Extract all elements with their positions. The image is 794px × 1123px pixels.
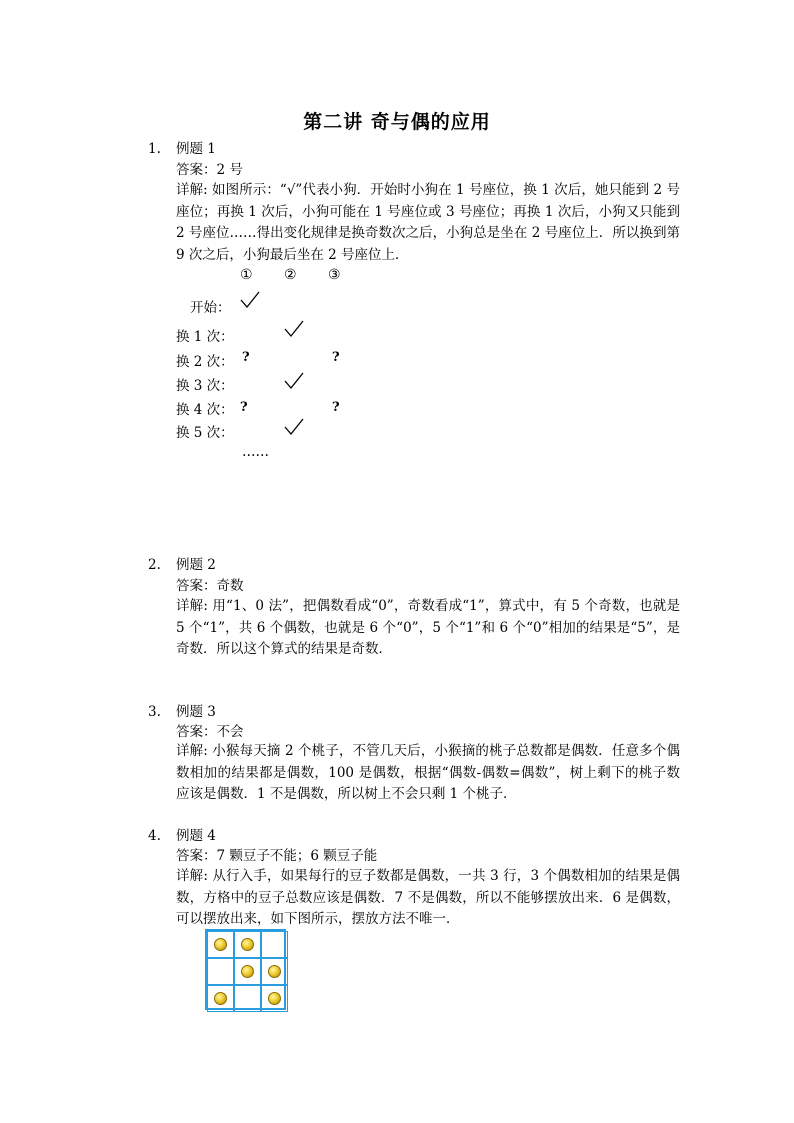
row-label-5: 换 5 次： [176,425,234,441]
item-heading-4: 例题 4 [176,828,216,844]
question-mark: ? [240,400,248,415]
question-mark: ? [242,350,250,365]
item-heading-1: 例题 1 [176,141,216,157]
row-label-2: 换 2 次： [176,354,234,370]
grid-cell [234,931,261,958]
page-title: 第二讲 奇与偶的应用 [303,111,491,133]
row-label-4: 换 4 次： [176,402,234,418]
row-label-1: 换 1 次： [176,329,234,345]
grid-cell [261,985,288,1012]
item-number-3: 3. [148,704,161,720]
check-icon [240,291,260,309]
check-icon [284,372,304,390]
bean-icon [268,992,281,1005]
bean-icon [214,992,227,1005]
grid-cell [207,985,234,1012]
item-detail-3: 详解: 小猴每天摘 2 个桃子，不管几天后，小猴摘的桃子总数都是偶数．任意多个偶数相加的结果都是偶数，100 是偶数，根据“偶数-偶数=偶数”，树上剩下的桃子数应该是偶数．1 不是偶数，所以树上不会只剩 1 个桃子． [176,743,680,802]
item-answer-2: 答案：奇数 [176,578,244,594]
seat-2-label: ② [284,267,297,283]
item-number-1: 1. [148,141,161,157]
grid-cell [234,985,261,1012]
row-label-start: 开始： [190,300,231,316]
item-number-4: 4. [148,828,161,844]
item-detail-1: 详解: 如图所示：“√”代表小狗．开始时小狗在 1 号座位，换 1 次后，她只能到 2 号座位；再换 1 次后，小狗可能在 1 号座位或 3 号座位；再换 1 次后，小狗又只能到 2 号座位……得出变化规律是换奇数次之后，小狗总是坐在 2 号座位上．所以换到第 9 次之后，小狗最后坐在 2 号座位上． [176,182,680,263]
seat-1-label: ① [240,267,253,283]
bean-icon [241,938,254,951]
row-label-3: 换 3 次： [176,378,234,394]
bean-grid [205,929,286,1010]
item-heading-2: 例题 2 [176,557,216,573]
bean-icon [268,965,281,978]
grid-cell [261,958,288,985]
diagram-ellipsis: …… [242,444,269,460]
item-answer-4: 答案：7 颗豆子不能；6 颗豆子能 [176,848,378,864]
item-detail-4: 详解: 从行入手，如果每行的豆子数都是偶数，一共 3 行，3 个偶数相加的结果是偶数，方格中的豆子总数应该是偶数．7 不是偶数，所以不能够摆放出来．6 是偶数，可以摆放出来，如下图所示，摆放方法不唯一． [176,868,680,927]
grid-cell [261,931,288,958]
item-number-2: 2. [148,557,161,573]
bean-icon [241,965,254,978]
question-mark: ? [332,400,340,415]
item-detail-2: 详解: 用“1、0 法”，把偶数看成“0”，奇数看成“1”，算式中，有 5 个奇数，也就是 5 个“1”，共 6 个偶数，也就是 6 个“0”，5 个“1”和 6 个“0”相加的结果是“5”，是奇数．所以这个算式的结果是奇数． [176,598,680,657]
grid-cell [207,958,234,985]
check-icon [284,418,304,436]
bean-icon [214,938,227,951]
seat-3-label: ③ [328,267,341,283]
grid-cell [234,958,261,985]
question-mark: ? [332,350,340,365]
item-heading-3: 例题 3 [176,704,216,720]
item-answer-3: 答案：不会 [176,724,244,740]
grid-cell [207,931,234,958]
check-icon [284,320,304,338]
item-answer-1: 答案：2 号 [176,162,243,178]
